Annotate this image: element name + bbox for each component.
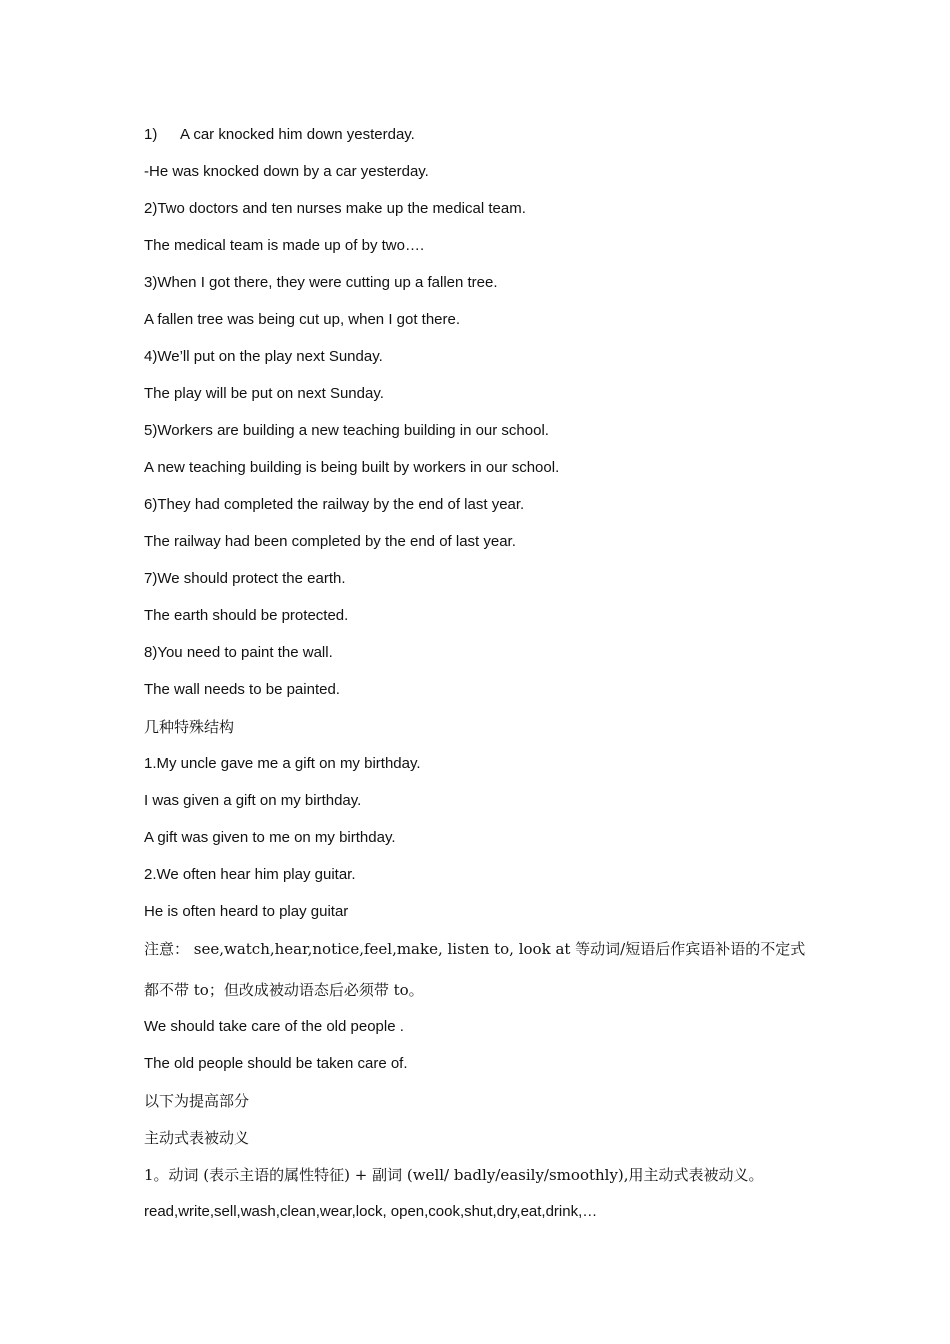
document-body xyxy=(144,122,824,1236)
note-line-1: 注意： see,watch,hear,notice,feel,make, listen to, look at 等动词/短语后作宾语补语的不定式 xyxy=(144,940,806,958)
verb-list: read,write,sell,wash,clean,wear,lock, open,cook,shut,dry,eat,drink,… xyxy=(144,1203,598,1220)
structure-2-passive: He is often heard to play guitar xyxy=(144,903,349,920)
passive-sentence-4: The play will be put on next Sunday. xyxy=(144,385,384,402)
item-5: 5)Workers are building a new teaching building in our school. xyxy=(144,422,549,439)
item-2: 2)Two doctors and ten nurses make up the medical team. xyxy=(144,200,526,217)
rule-1: 1。动词 (表示主语的属性特征) + 副词 (well/ badly/easily/smoothly),用主动式表被动义。 xyxy=(144,1166,764,1184)
item-8: 8)You need to paint the wall. xyxy=(144,644,333,661)
phrasal-passive: The old people should be taken care of. xyxy=(144,1055,408,1072)
passive-sentence-2: The medical team is made up of by two…. xyxy=(144,237,425,254)
item-1 xyxy=(144,122,824,148)
item-7: 7)We should protect the earth. xyxy=(144,570,346,587)
note-line-2: 都不带 to；但改成被动语态后必须带 to。 xyxy=(144,981,424,999)
section-heading-special-structures: 几种特殊结构 xyxy=(144,718,235,736)
structure-1-example: 1.My uncle gave me a gift on my birthday. xyxy=(144,755,421,772)
item-6: 6)They had completed the railway by the end of last year. xyxy=(144,496,525,513)
item-1-text: A car knocked him down yesterday. xyxy=(180,126,415,143)
item-3: 3)When I got there, they were cutting up a fallen tree. xyxy=(144,274,498,291)
structure-1-passive-a: I was given a gift on my birthday. xyxy=(144,792,362,809)
subheading-active-form-passive-meaning: 主动式表被动义 xyxy=(144,1129,250,1147)
section-heading-advanced: 以下为提高部分 xyxy=(144,1092,250,1110)
structure-1-passive-b: A gift was given to me on my birthday. xyxy=(144,829,396,846)
passive-sentence-1: -He was knocked down by a car yesterday. xyxy=(144,163,429,180)
item-1-number: 1) xyxy=(144,126,158,143)
passive-sentence-5: A new teaching building is being built by workers in our school. xyxy=(144,459,560,476)
item-4: 4)We’ll put on the play next Sunday. xyxy=(144,348,383,365)
phrasal-example: We should take care of the old people . xyxy=(144,1018,404,1035)
passive-sentence-3: A fallen tree was being cut up, when I got there. xyxy=(144,311,461,328)
passive-sentence-8: The wall needs to be painted. xyxy=(144,681,340,698)
passive-sentence-7: The earth should be protected. xyxy=(144,607,349,624)
structure-2-example: 2.We often hear him play guitar. xyxy=(144,866,356,883)
passive-sentence-6: The railway had been completed by the end of last year. xyxy=(144,533,516,550)
